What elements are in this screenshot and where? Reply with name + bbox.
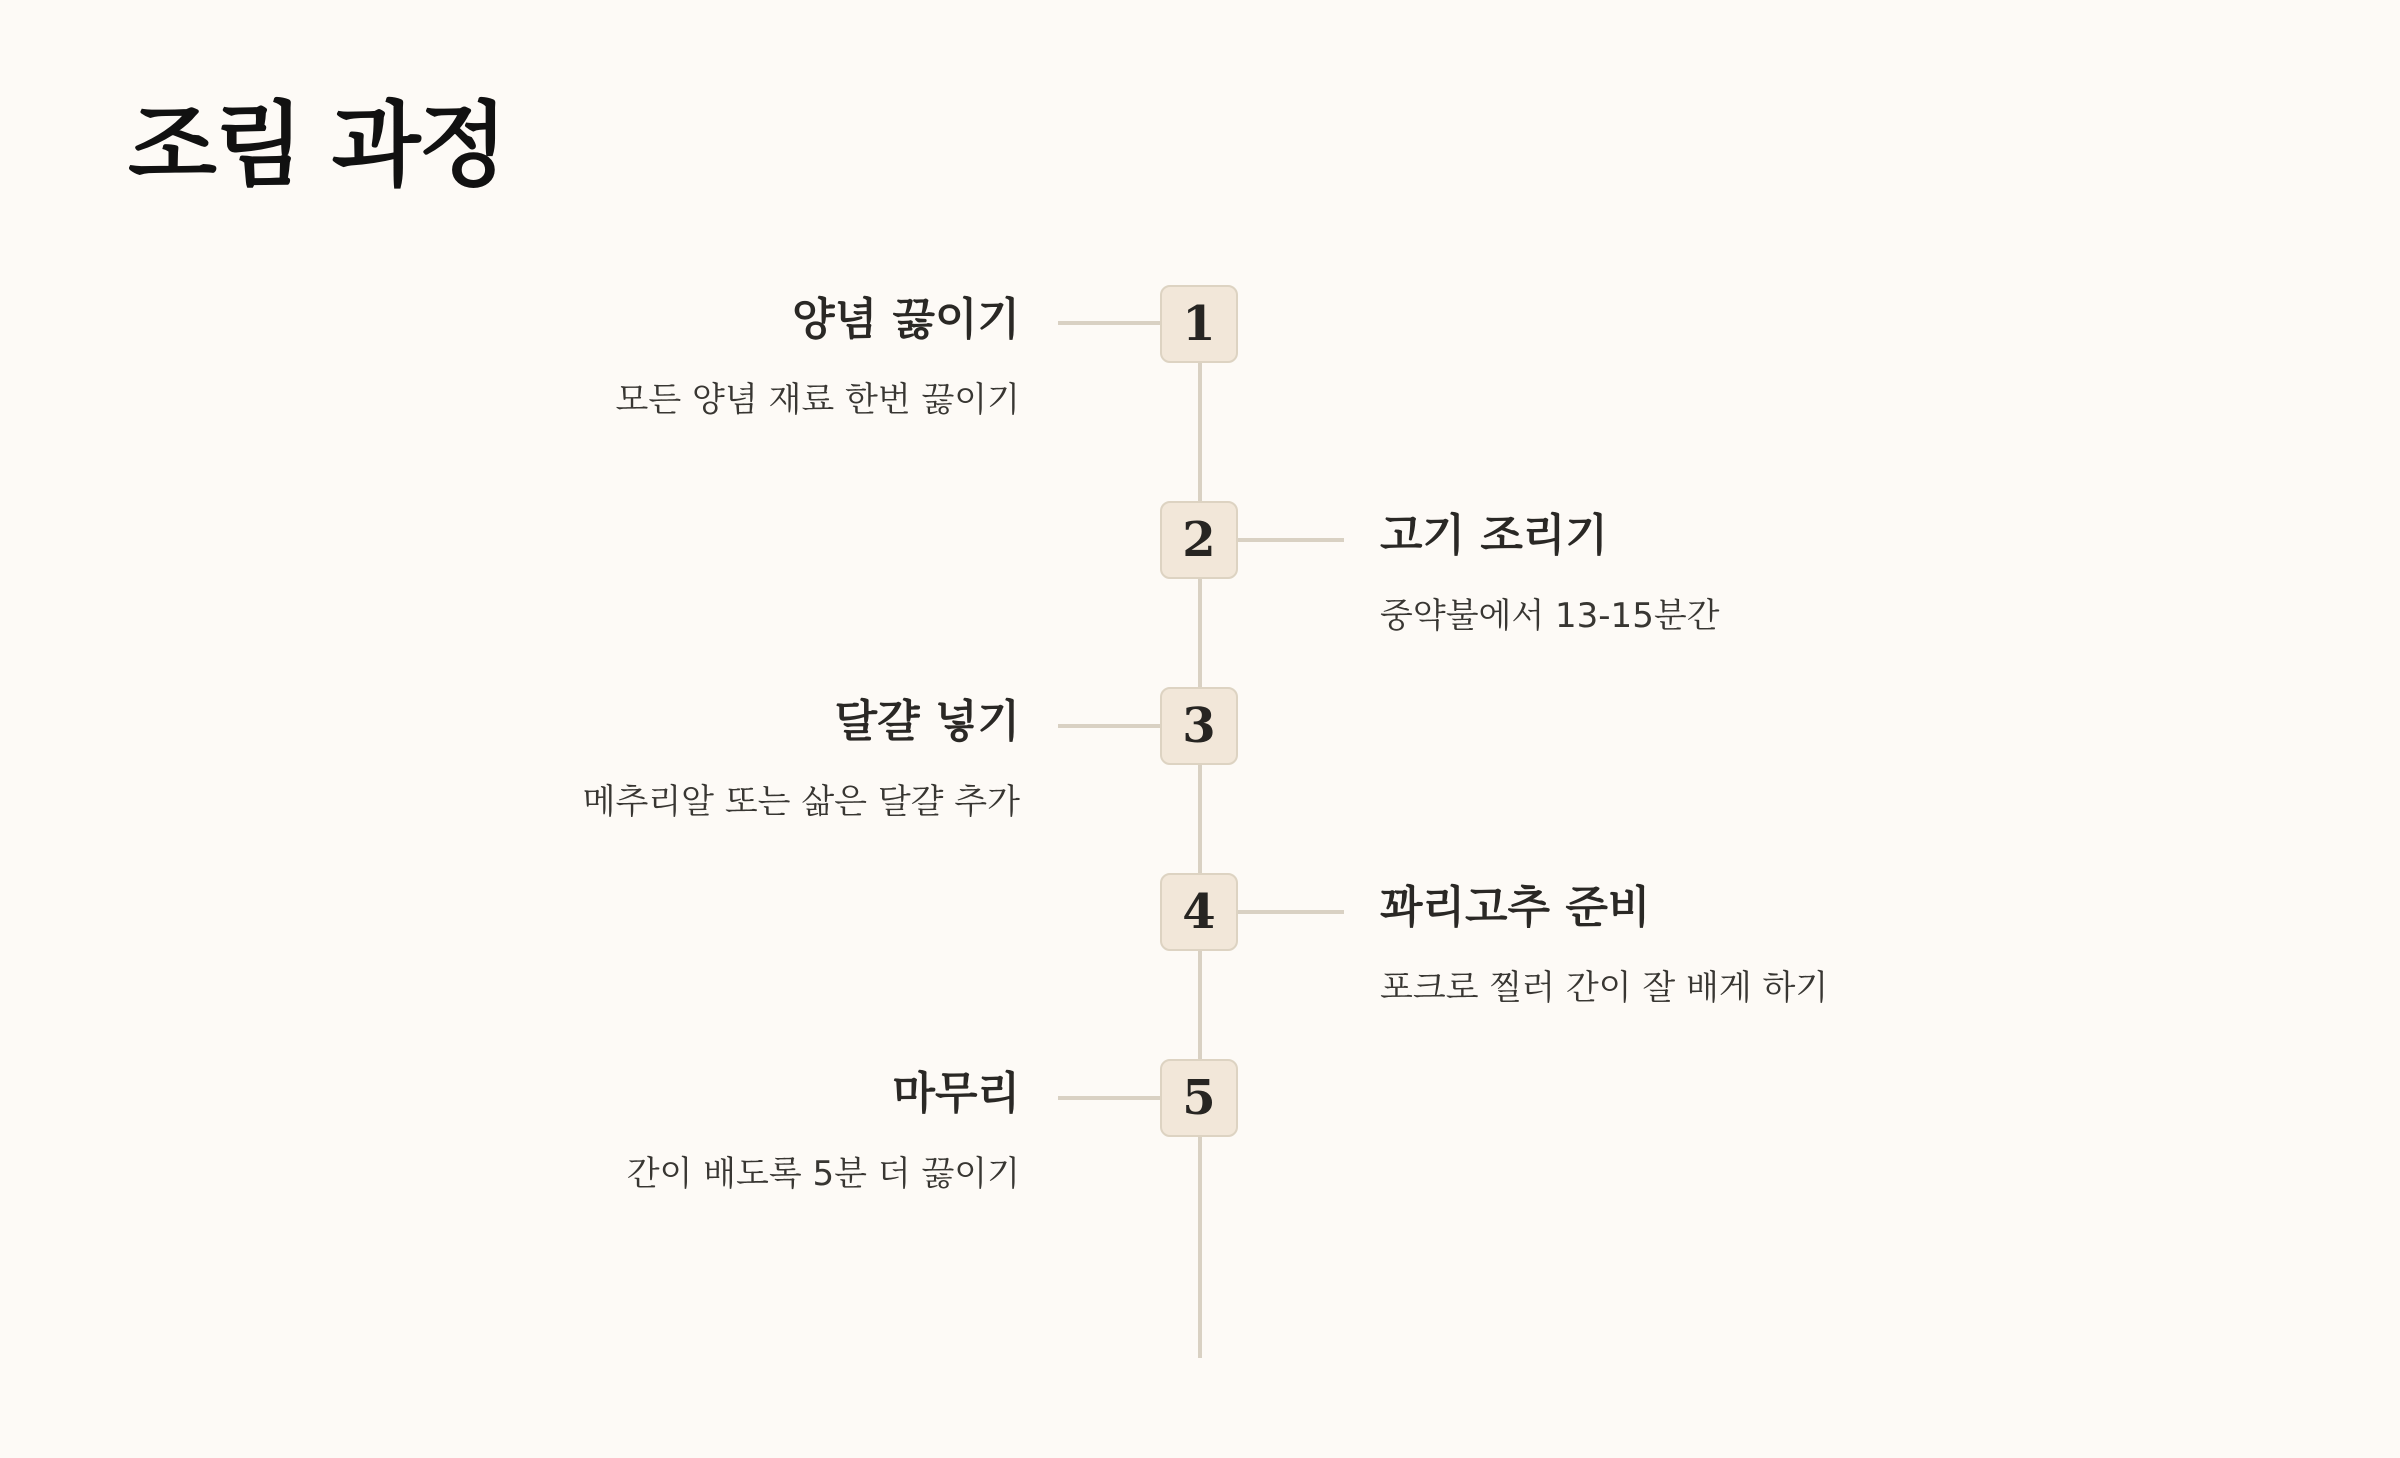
step-1-description: 모든 양념 재료 한번 끓이기 xyxy=(615,380,1020,420)
step-1-connector xyxy=(1058,321,1162,325)
step-4-title: 꽈리고추 준비 xyxy=(1380,882,1651,933)
step-4-badge: 4 xyxy=(1160,873,1238,951)
step-5-connector xyxy=(1058,1096,1162,1100)
step-1-badge: 1 xyxy=(1160,285,1238,363)
step-4-connector xyxy=(1238,910,1344,914)
step-2-description: 중약불에서 13-15분간 xyxy=(1380,596,1720,636)
step-5-badge: 5 xyxy=(1160,1059,1238,1137)
step-3-description: 메추리알 또는 삶은 달걀 추가 xyxy=(582,782,1020,822)
step-3-badge: 3 xyxy=(1160,687,1238,765)
step-5-title: 마무리 xyxy=(892,1068,1020,1119)
step-2-badge: 2 xyxy=(1160,501,1238,579)
step-5-description: 간이 배도록 5분 더 끓이기 xyxy=(626,1154,1020,1194)
step-1-title: 양념 끓이기 xyxy=(792,294,1020,345)
step-2-connector xyxy=(1238,538,1344,542)
step-2-title: 고기 조리기 xyxy=(1380,510,1608,561)
page-title: 조림 과정 xyxy=(128,92,506,199)
step-4-description: 포크로 찔러 간이 잘 배게 하기 xyxy=(1380,968,1829,1008)
step-3-connector xyxy=(1058,724,1162,728)
step-3-title: 달걀 넣기 xyxy=(834,696,1020,747)
